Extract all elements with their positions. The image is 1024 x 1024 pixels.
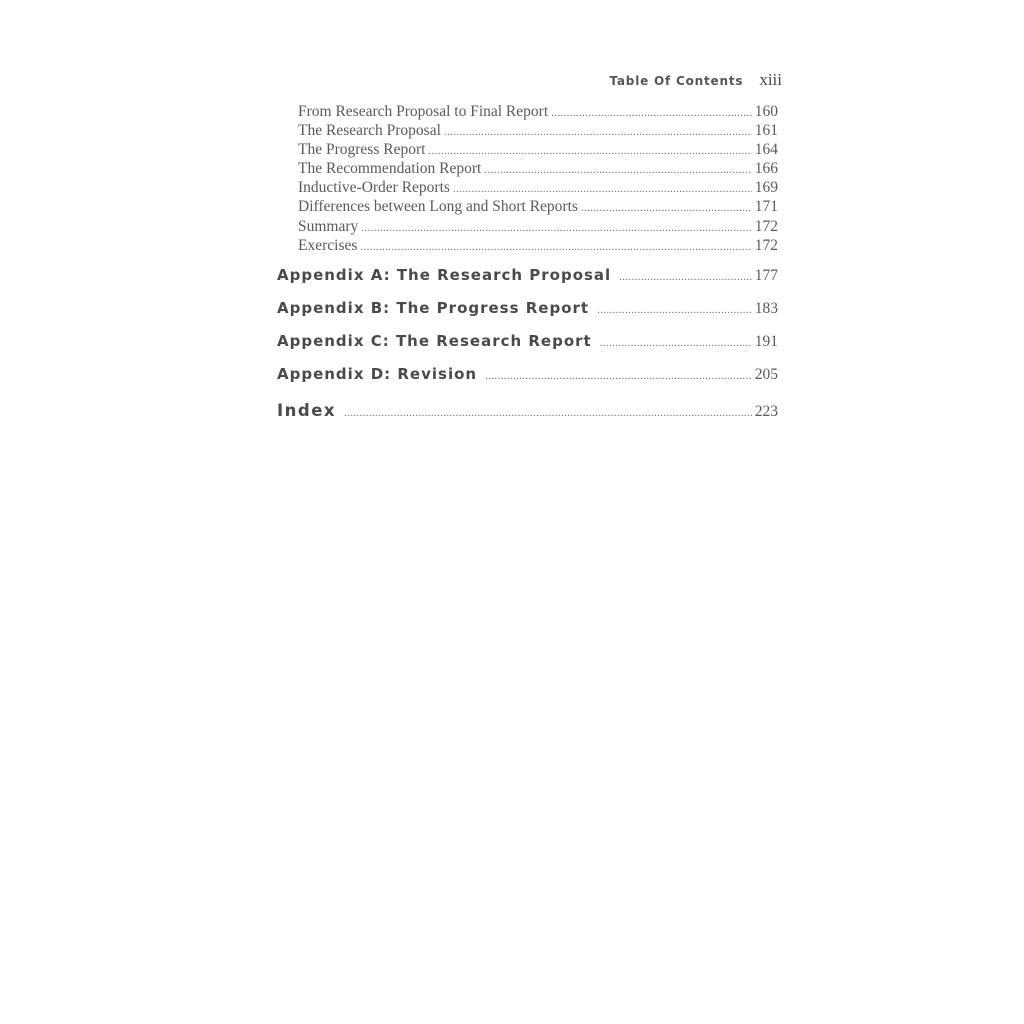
toc-appendix-page: 177 — [754, 267, 778, 284]
toc-appendix-title: Appendix A: The Research Proposal — [277, 266, 612, 284]
dot-leader — [360, 241, 751, 253]
toc-entry — [298, 237, 778, 256]
toc-entry-page: 171 — [754, 198, 778, 216]
toc-appendix-title: Appendix D: Revision — [277, 365, 478, 383]
dot-leader — [551, 107, 752, 119]
dot-leader — [361, 222, 751, 234]
toc-entry — [298, 160, 778, 179]
toc-entry-page: 169 — [754, 179, 778, 197]
dot-leader — [619, 271, 752, 283]
dot-leader — [485, 370, 752, 382]
toc-entry-page: 160 — [754, 103, 778, 120]
toc-entry-title: From Research Proposal to Final Report — [298, 103, 549, 120]
toc-entry-page: 172 — [754, 236, 778, 254]
dot-leader — [444, 126, 752, 138]
toc-index-title: Index — [277, 401, 337, 420]
toc-appendix-entry — [277, 332, 778, 365]
toc-entry-title: The Recommendation Report — [298, 160, 482, 178]
toc-appendix-entry — [277, 266, 778, 299]
dot-leader — [597, 304, 752, 316]
toc-appendix-title: Appendix B: The Progress Report — [277, 299, 590, 317]
toc-appendix-page: 183 — [754, 300, 778, 317]
toc-entry-title: The Progress Report — [298, 141, 426, 159]
dot-leader — [453, 183, 752, 195]
toc-entry-page: 166 — [754, 160, 778, 178]
toc-entry-page: 161 — [754, 122, 778, 140]
toc-entry — [298, 218, 778, 237]
toc-entry-title: The Research Proposal — [298, 122, 441, 140]
toc-entry — [298, 103, 778, 122]
dot-leader — [484, 164, 751, 176]
dot-leader — [600, 337, 752, 349]
toc-index-entry — [277, 401, 778, 437]
toc-index-page: 223 — [754, 403, 778, 420]
toc-entry-title: Inductive-Order Reports — [298, 179, 450, 197]
toc-appendix-page: 205 — [754, 366, 778, 383]
dot-leader — [344, 407, 752, 419]
toc-entry-page: 164 — [754, 141, 778, 159]
toc-entry-title: Differences between Long and Short Reports — [298, 198, 578, 216]
toc-entry-title: Summary — [298, 217, 359, 235]
toc-appendix-title: Appendix C: The Research Report — [277, 332, 592, 350]
toc-appendix-page: 191 — [754, 333, 778, 350]
toc-entry — [298, 122, 778, 141]
toc-entry — [298, 198, 778, 217]
dot-leader — [581, 202, 752, 214]
toc-entry-page: 172 — [754, 217, 778, 235]
running-head — [560, 70, 782, 90]
toc-appendix-entry — [277, 365, 778, 398]
toc-subsection-list — [298, 103, 778, 256]
toc-entry — [298, 179, 778, 198]
toc-appendix-entry — [277, 299, 778, 332]
running-head-title: Table Of Contents — [609, 74, 744, 88]
toc-entry — [298, 141, 778, 160]
toc-entry-title: Exercises — [298, 236, 358, 254]
toc-appendix-list — [277, 266, 778, 437]
page-number: xiii — [759, 70, 782, 89]
dot-leader — [428, 145, 751, 157]
